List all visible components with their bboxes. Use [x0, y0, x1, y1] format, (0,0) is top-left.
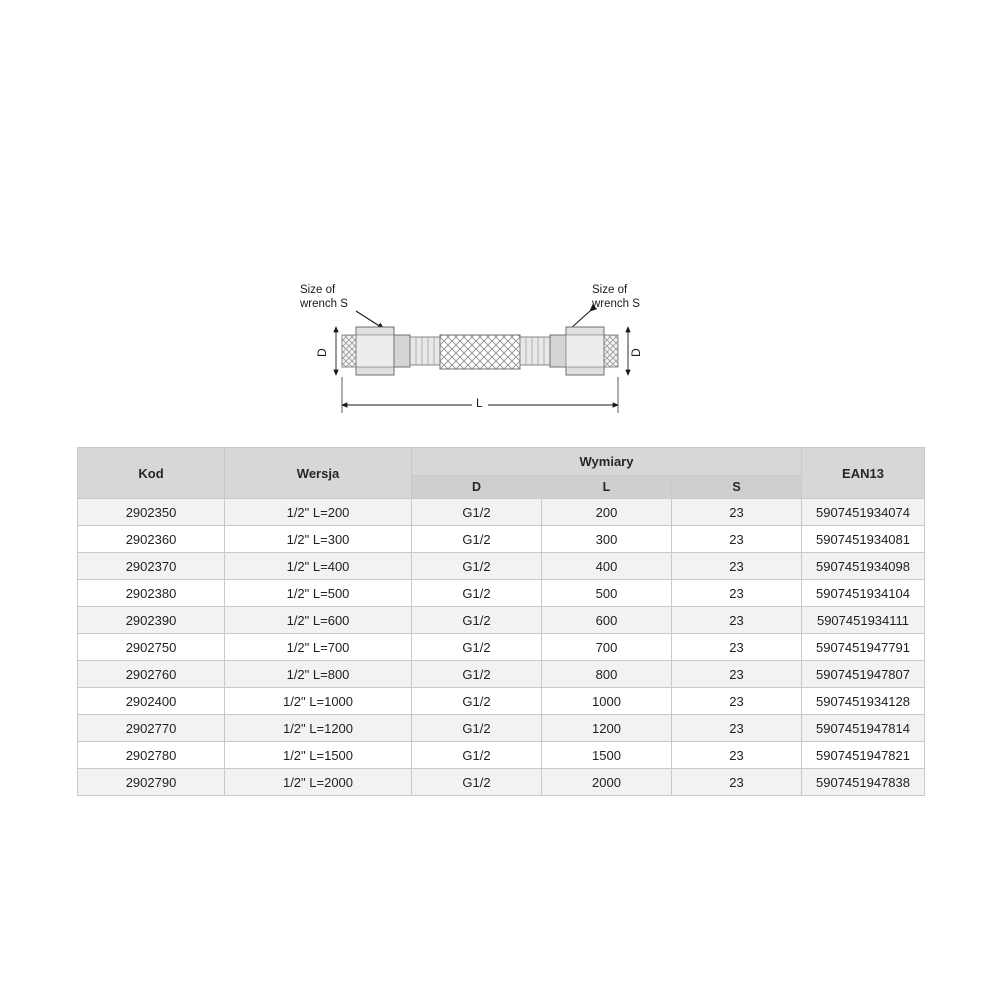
cell-s: 23	[672, 499, 802, 526]
callout-left-line1: Size of	[300, 284, 336, 296]
hose-assembly	[342, 327, 618, 375]
header-s: S	[672, 476, 802, 499]
cell-wersja: 1/2" L=400	[225, 553, 412, 580]
cell-s: 23	[672, 769, 802, 796]
callout-right-line1: Size of	[592, 284, 628, 296]
dimension-l	[342, 377, 618, 413]
table-row	[78, 499, 925, 526]
cell-wersja: 1/2" L=1500	[225, 742, 412, 769]
cell-ean13: 5907451934098	[802, 553, 925, 580]
table-body	[78, 499, 925, 796]
cell-l: 500	[542, 580, 672, 607]
technical-drawing	[280, 265, 700, 430]
cell-l: 700	[542, 634, 672, 661]
cell-ean13: 5907451934074	[802, 499, 925, 526]
cell-s: 23	[672, 526, 802, 553]
cell-d: G1/2	[412, 769, 542, 796]
cell-d: G1/2	[412, 742, 542, 769]
cell-ean13: 5907451934111	[802, 607, 925, 634]
cell-wersja: 1/2" L=200	[225, 499, 412, 526]
cell-kod: 2902780	[78, 742, 225, 769]
cell-wersja: 1/2" L=1000	[225, 688, 412, 715]
cell-l: 200	[542, 499, 672, 526]
cell-ean13: 5907451934104	[802, 580, 925, 607]
cell-s: 23	[672, 688, 802, 715]
cell-s: 23	[672, 715, 802, 742]
table-header-row-1	[78, 448, 925, 476]
cell-ean13: 5907451947814	[802, 715, 925, 742]
cell-l: 1200	[542, 715, 672, 742]
cell-l: 600	[542, 607, 672, 634]
table-row	[78, 607, 925, 634]
cell-ean13: 5907451947838	[802, 769, 925, 796]
cell-d: G1/2	[412, 634, 542, 661]
cell-kod: 2902380	[78, 580, 225, 607]
cell-s: 23	[672, 661, 802, 688]
cell-s: 23	[672, 634, 802, 661]
table-row	[78, 769, 925, 796]
table-row	[78, 742, 925, 769]
cell-l: 400	[542, 553, 672, 580]
cell-ean13: 5907451947821	[802, 742, 925, 769]
specification-table-container	[77, 447, 924, 796]
cell-wersja: 1/2" L=700	[225, 634, 412, 661]
table-row	[78, 553, 925, 580]
specification-table	[77, 447, 925, 796]
table-header	[78, 448, 925, 499]
table-row	[78, 526, 925, 553]
cell-l: 1500	[542, 742, 672, 769]
cell-d: G1/2	[412, 607, 542, 634]
table-row	[78, 661, 925, 688]
cell-wersja: 1/2" L=800	[225, 661, 412, 688]
cell-d: G1/2	[412, 553, 542, 580]
callout-right-line2: wrench S	[592, 298, 640, 310]
cell-l: 1000	[542, 688, 672, 715]
header-wymiary: Wymiary	[412, 448, 802, 476]
callout-left	[299, 284, 384, 329]
cell-ean13: 5907451947807	[802, 661, 925, 688]
cell-s: 23	[672, 580, 802, 607]
table-row	[78, 688, 925, 715]
cell-kod: 2902390	[78, 607, 225, 634]
cell-s: 23	[672, 607, 802, 634]
table-row	[78, 580, 925, 607]
cell-wersja: 1/2" L=600	[225, 607, 412, 634]
header-d: D	[412, 476, 542, 499]
cell-kod: 2902790	[78, 769, 225, 796]
cell-kod: 2902370	[78, 553, 225, 580]
header-kod: Kod	[78, 448, 225, 499]
table-row	[78, 715, 925, 742]
cell-d: G1/2	[412, 715, 542, 742]
header-wersja: Wersja	[225, 448, 412, 499]
dimension-d-left	[315, 327, 336, 375]
cell-kod: 2902770	[78, 715, 225, 742]
cell-d: G1/2	[412, 661, 542, 688]
cell-wersja: 1/2" L=1200	[225, 715, 412, 742]
cell-l: 300	[542, 526, 672, 553]
cell-s: 23	[672, 553, 802, 580]
cell-kod: 2902760	[78, 661, 225, 688]
cell-kod: 2902400	[78, 688, 225, 715]
cell-d: G1/2	[412, 499, 542, 526]
cell-wersja: 1/2" L=500	[225, 580, 412, 607]
cell-kod: 2902750	[78, 634, 225, 661]
cell-d: G1/2	[412, 580, 542, 607]
cell-ean13: 5907451934128	[802, 688, 925, 715]
cell-l: 2000	[542, 769, 672, 796]
cell-ean13: 5907451934081	[802, 526, 925, 553]
dimension-d-right	[628, 327, 643, 375]
dimension-d-left-label: D	[315, 348, 329, 357]
cell-d: G1/2	[412, 688, 542, 715]
header-ean13: EAN13	[802, 448, 925, 499]
cell-wersja: 1/2" L=300	[225, 526, 412, 553]
cell-wersja: 1/2" L=2000	[225, 769, 412, 796]
dimension-l-label: L	[476, 396, 483, 410]
table-row	[78, 634, 925, 661]
cell-ean13: 5907451947791	[802, 634, 925, 661]
cell-d: G1/2	[412, 526, 542, 553]
cell-s: 23	[672, 742, 802, 769]
cell-l: 800	[542, 661, 672, 688]
cell-kod: 2902360	[78, 526, 225, 553]
dimension-d-right-label: D	[629, 348, 643, 357]
callout-left-line2: wrench S	[300, 298, 348, 310]
header-l: L	[542, 476, 672, 499]
cell-kod: 2902350	[78, 499, 225, 526]
callout-right	[570, 284, 640, 329]
